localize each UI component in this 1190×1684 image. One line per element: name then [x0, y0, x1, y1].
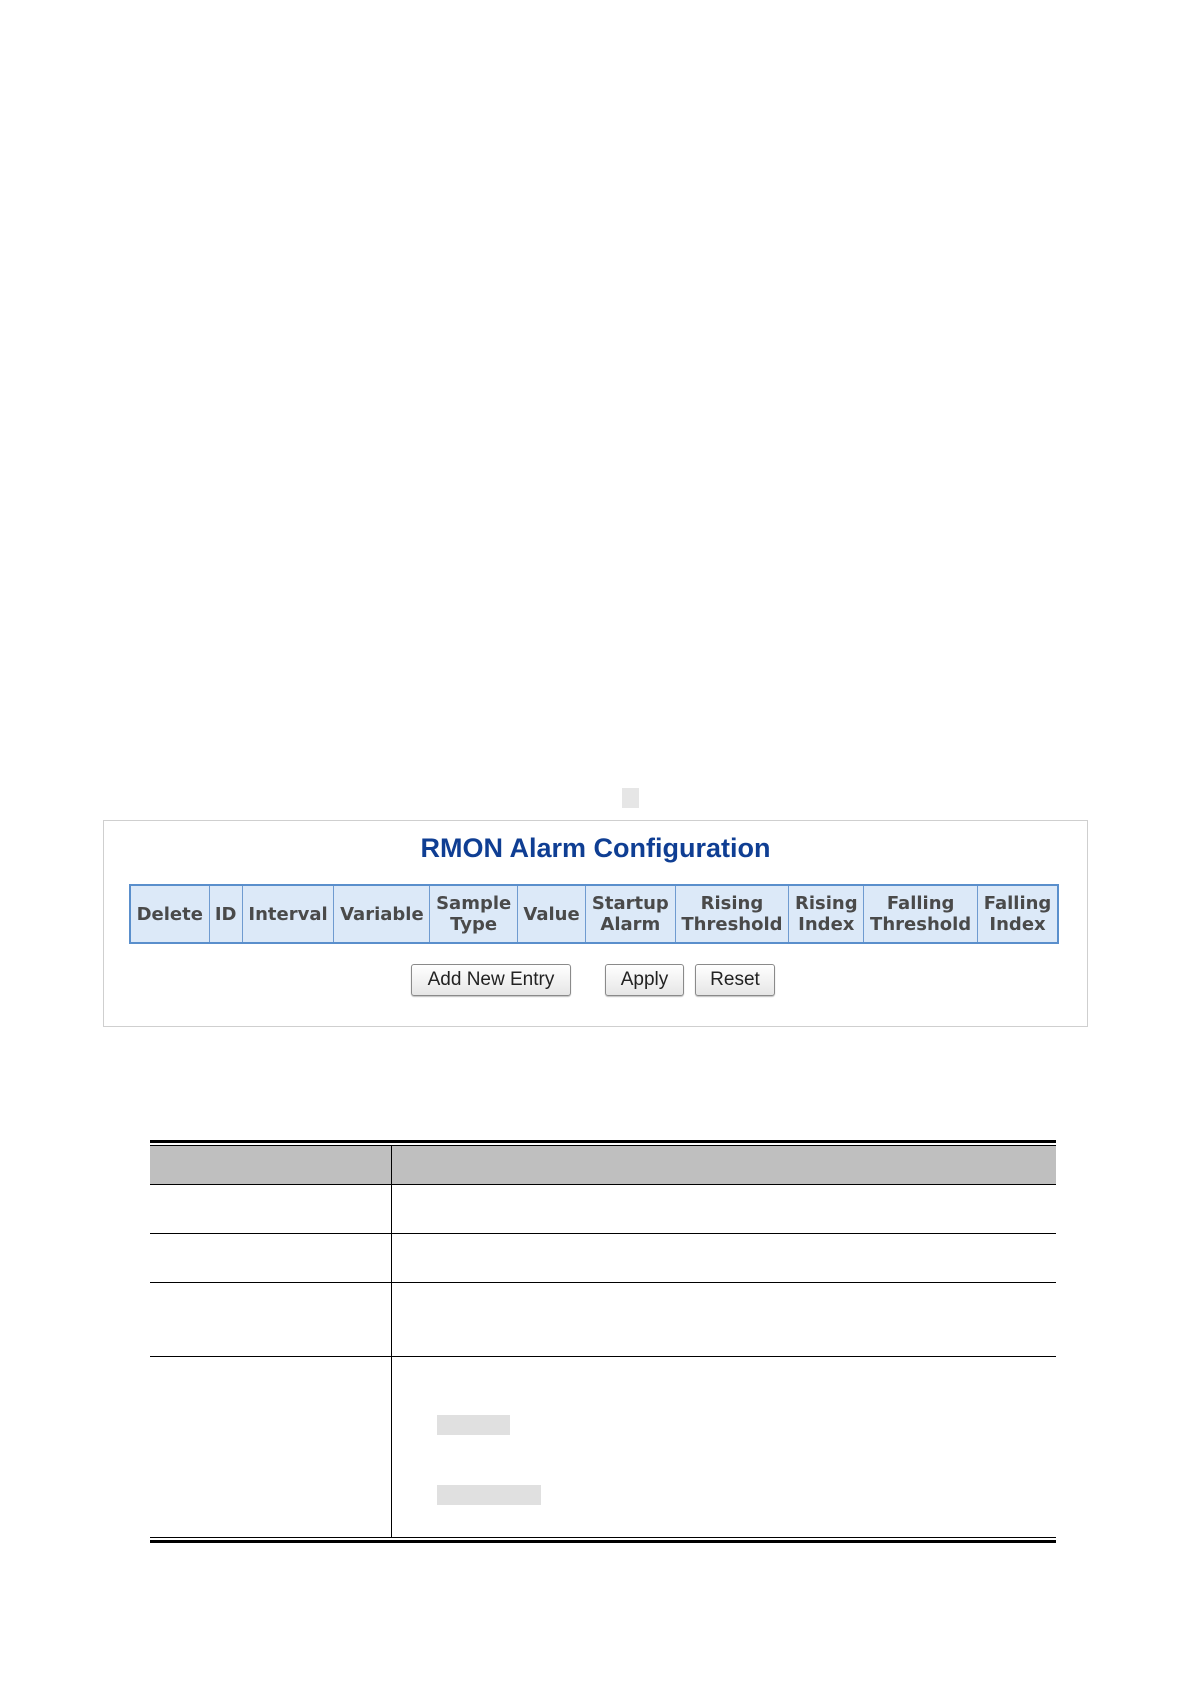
col-sample-type: Sample Type	[430, 885, 517, 943]
desc-row	[150, 1185, 1056, 1234]
alarm-table-header-row	[130, 885, 1058, 943]
col-falling-index: Falling Index	[978, 885, 1058, 943]
desc-column-divider	[391, 1234, 392, 1282]
desc-bottom-rule	[150, 1540, 1056, 1543]
desc-header-row	[150, 1146, 1056, 1185]
desc-column-divider	[391, 1185, 392, 1233]
desc-bottom-rule-thin	[150, 1537, 1056, 1538]
col-variable: Variable	[334, 885, 430, 943]
alarm-table	[129, 884, 1059, 944]
col-startup-alarm: Startup Alarm	[586, 885, 675, 943]
desc-column-divider	[391, 1146, 392, 1184]
desc-row	[150, 1234, 1056, 1283]
desc-row	[150, 1357, 1056, 1537]
col-rising-index: Rising Index	[789, 885, 864, 943]
col-delete: Delete	[130, 885, 209, 943]
col-value: Value	[517, 885, 585, 943]
desc-column-divider	[391, 1283, 392, 1356]
desc-column-divider	[391, 1357, 392, 1537]
rmon-alarm-config-panel	[103, 820, 1088, 1027]
redacted-term-block	[437, 1415, 510, 1435]
desc-row	[150, 1283, 1056, 1357]
apply-button[interactable]: Apply	[605, 964, 684, 996]
caption-marker	[622, 788, 639, 808]
col-falling-threshold: Falling Threshold	[864, 885, 978, 943]
col-id: ID	[209, 885, 242, 943]
col-rising-threshold: Rising Threshold	[675, 885, 789, 943]
col-interval: Interval	[242, 885, 334, 943]
desc-top-rule	[150, 1140, 1056, 1143]
page-title: RMON Alarm Configuration	[420, 833, 771, 863]
reset-button[interactable]: Reset	[695, 964, 775, 996]
redacted-term-block	[437, 1485, 541, 1505]
button-row	[104, 964, 1087, 998]
add-new-entry-button[interactable]: Add New Entry	[411, 964, 571, 996]
